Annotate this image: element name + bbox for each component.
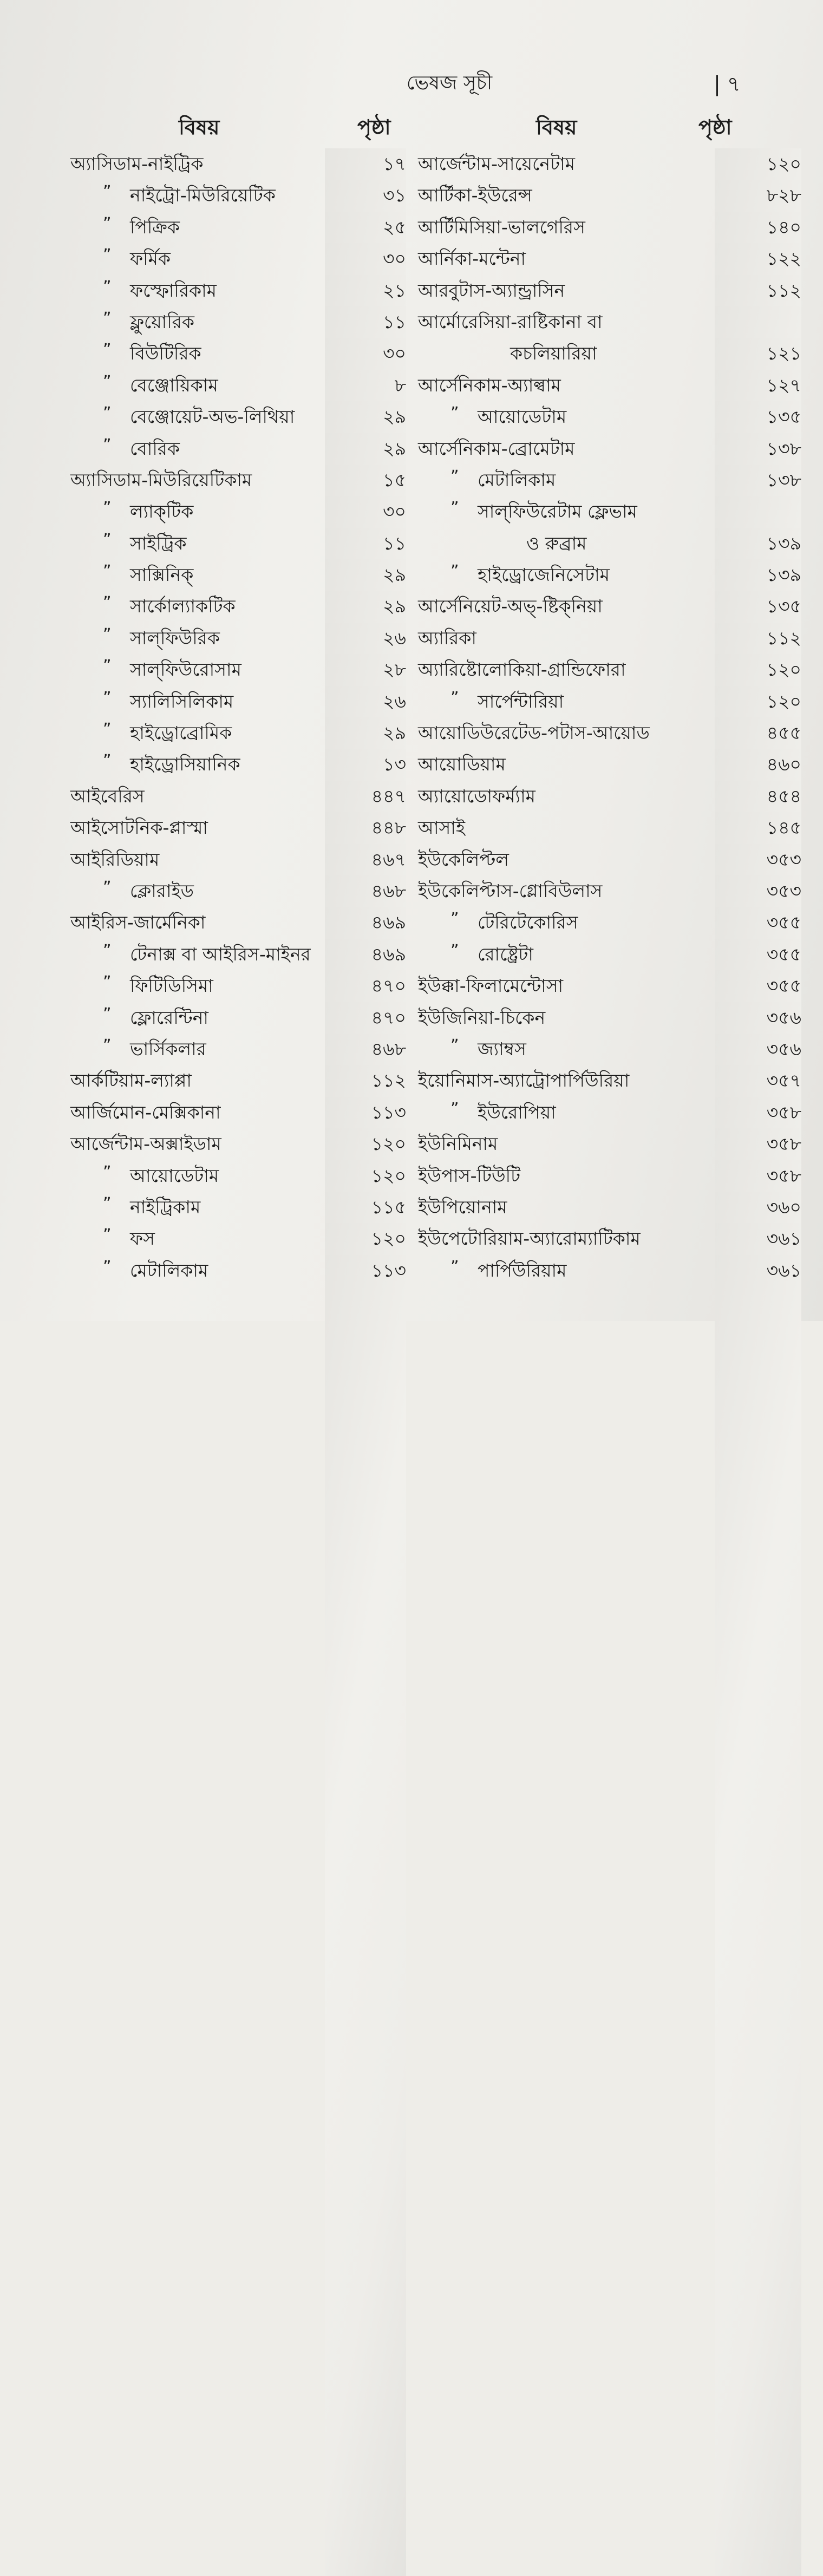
index-row [412,465,823,496]
index-topic: অ্যারিষ্টোলোকিয়া-গ্রান্ডিফোরা [418,659,626,681]
index-topic: অ্যারিকা [418,627,476,649]
index-page-number: ১৩৫ [715,401,801,1722]
index-page-number: ২৯ [325,717,406,2038]
index-row [412,370,823,401]
index-row [412,528,823,559]
index-topic: সার্পেন্টারিয়া [478,690,564,712]
index-row [0,275,412,306]
index-row [0,148,412,180]
index-topic: আইরিডিয়াম [70,848,160,870]
ditto-mark: ” [103,1226,112,1245]
index-row [412,686,823,717]
index-row [412,275,823,306]
ditto-mark: ” [103,720,112,740]
index-page-number: ৪৭০ [325,970,406,2291]
ditto-mark: ” [103,657,112,676]
index-page-number: ৩৫৮ [715,1097,801,2418]
index-page-number: ৩৫৩ [715,875,801,2196]
index-page-number: ৩৬০ [715,1192,801,2513]
index-page-number: ৪৫৪ [715,781,801,2102]
ditto-mark: ” [450,467,459,486]
index-row [412,1223,823,1254]
ditto-mark: ” [103,1257,112,1277]
index-page-number: ৪৫৫ [715,717,801,2038]
index-page-number: ১২০ [715,654,801,1975]
index-page-number: ৩৫৮ [715,1160,801,2481]
page-number: | ৭ [714,72,741,96]
index-row [412,1160,823,1192]
index-row [0,1192,412,1223]
index-row [412,844,823,875]
ditto-mark: ” [103,246,112,265]
index-page-number: ১১২ [325,1065,406,2386]
index-page-number: ২৯ [325,401,406,1722]
index-topic: আর্জেন্টাম-অক্সাইডাম [70,1133,221,1155]
index-topic: হাইড্রোজেনিসেটাম [478,564,610,586]
index-page-number: ৩৫৬ [715,1002,801,2323]
index-row [412,148,823,180]
index-row [0,844,412,875]
index-topic: ইউকেলিপ্টাস-গ্লোবিউলাস [418,880,603,901]
ditto-mark: ” [450,688,459,708]
index-topic: ইউরোপিয়া [478,1101,556,1123]
index-row [0,180,412,211]
ditto-mark: ” [103,499,112,518]
index-topic: সাইট্রিক [130,532,187,554]
index-topic: ল্যাক্‌টিক [130,501,194,522]
index-page-number: ৩৫৫ [715,939,801,2260]
index-page-number: ১১৫ [325,1192,406,2513]
index-topic: ভার্সিকলার [130,1038,206,1060]
index-topic: আসাই [418,817,466,839]
index-page-number: ৪৭০ [325,1002,406,2323]
index-page-number: ৩৫৬ [715,1034,801,2355]
index-row [0,686,412,717]
index-topic: নাইট্রিকাম [130,1196,201,1218]
index-topic: ফস্ফোরিকাম [130,279,217,301]
ditto-mark: ” [103,372,112,391]
index-row [412,1034,823,1065]
index-row [412,338,823,369]
index-page-number: ১১ [325,528,406,1849]
index-topic: আর্কটিয়াম-ল্যাপ্পা [70,1070,192,1091]
index-page-number: ১২১ [715,338,801,1659]
index-topic: সাক্সিনিক্ [130,564,194,586]
index-page-number: ১২০ [325,1223,406,2544]
index-topic: সার্কোল্যাকটিক [130,596,236,617]
index-topic: পার্পিউরিয়াম [478,1259,567,1281]
index-topic: জ্যাম্বস [478,1038,526,1060]
index-row [412,433,823,465]
index-topic: আয়োডিয়াম [418,754,506,775]
index-row [0,465,412,496]
index-row [412,623,823,654]
index-row [0,1223,412,1254]
index-page-number: ১২০ [715,148,801,1469]
index-topic: হাইড্রোসিয়ানিক [130,754,240,775]
index-page-number: ৩০ [325,496,406,1817]
index-topic: আইসোটনিক-প্লাস্মা [70,817,208,839]
index-topic: ইউপিয়োনাম [418,1196,507,1218]
ditto-mark: ” [103,404,112,423]
index-topic: আইবেরিস [70,785,145,807]
ditto-mark: ” [450,1099,459,1119]
index-row [0,717,412,749]
index-row [0,1128,412,1160]
index-page-number: ৪৬৯ [325,939,406,2260]
index-row [0,528,412,559]
index-row [412,306,823,338]
index-row [412,717,823,749]
index-topic: সাল্‌ফিউরোসাম [130,659,241,681]
index-row [0,1002,412,1034]
index-topic: আর্জেন্টাম-সায়েনেটাম [418,153,575,174]
index-page-number: ৩০ [325,243,406,1564]
index-page-number: ৩৫৫ [715,907,801,2228]
index-topic: বেঞ্জোয়েট-অভ-লিথিয়া [130,406,295,428]
index-row [412,1192,823,1223]
ditto-mark: ” [450,1036,459,1055]
ditto-mark: ” [103,1004,112,1024]
index-row [412,212,823,243]
ditto-mark: ” [103,1162,112,1182]
ditto-mark: ” [450,910,459,929]
right-page-heading: পৃষ্ঠা [698,115,732,139]
index-topic: আর্টিমিসিয়া-ভালগেরিস [418,216,585,238]
index-topic: আয়োডেটাম [130,1165,219,1186]
index-row [412,1097,823,1128]
index-row [0,1160,412,1192]
index-page-number: ১৩৫ [715,591,801,1912]
index-row [412,939,823,970]
index-row [412,907,823,938]
index-page-number: ১১৩ [325,1097,406,2418]
ditto-mark: ” [103,435,112,455]
ditto-mark: ” [450,941,459,960]
index-page-number: ৩৫৫ [715,970,801,2291]
index-row [412,749,823,780]
index-topic: ও রুব্রাম [526,532,587,554]
index-row [0,781,412,812]
index-page-number: ২৫ [325,212,406,1533]
index-page-number: ৪৬৮ [325,1034,406,2355]
index-topic: আর্জিমোন-মেক্সিকানা [70,1101,221,1123]
index-row [0,654,412,685]
right-topic-heading: বিষয় [536,115,577,139]
ditto-mark: ” [103,973,112,992]
index-topic: আর্নিকা-মন্টেনা [418,248,526,270]
ditto-mark: ” [103,941,112,960]
index-page-number: ৮ [325,370,406,1691]
index-topic: টেনাক্স বা আইরিস-মাইনর [130,943,311,965]
ditto-mark: ” [450,1257,459,1277]
ditto-mark: ” [103,751,112,771]
index-page-number: ১৭ [325,148,406,1469]
index-row [0,970,412,1002]
index-row [0,623,412,654]
index-row [412,654,823,685]
index-topic: টেরিটেকোরিস [478,912,578,933]
index-topic: ফর্মিক [130,248,171,270]
index-topic: আরবুটাস-অ্যান্ড্রাসিন [418,279,565,301]
page-header [0,68,823,101]
index-page-number: ১২২ [715,243,801,1564]
index-row [0,749,412,780]
ditto-mark: ” [103,277,112,297]
index-row [0,212,412,243]
index-page-number: ৩৫৭ [715,1065,801,2386]
index-page-number: ১১২ [715,275,801,1596]
index-page-number: ৪৬৭ [325,844,406,2165]
index-topic: বিউটিরিক [130,343,201,364]
index-page-number: ৪৬০ [715,749,801,2070]
left-topic-heading: বিষয় [179,115,220,139]
index-row [412,812,823,844]
index-page-number: ১৪০ [715,212,801,1533]
index-topic: কচলিয়ারিয়া [510,343,597,364]
ditto-mark: ” [103,625,112,644]
running-title: ভেষজ সূচী [406,72,493,94]
index-row [412,875,823,907]
index-topic: পিক্রিক [130,216,180,238]
index-page-number: ৩৬১ [715,1255,801,2576]
ditto-mark: ” [103,309,112,328]
index-topic: মেটালিকাম [478,469,556,491]
index-row [412,496,823,527]
index-page-number: ২৯ [325,559,406,1880]
index-row [412,1065,823,1096]
index-row [412,970,823,1002]
index-topic: অ্যাসিডাম-নাইট্রিক [70,153,204,174]
ditto-mark: ” [103,688,112,708]
index-topic: আর্সেনিকাম-ব্রোমেটাম [418,437,575,459]
index-page-number: ৪৪৭ [325,781,406,2102]
index-row [412,1002,823,1034]
index-topic: স্যালিসিলিকাম [130,690,234,712]
index-page-number: ১৩ [325,749,406,2070]
index-topic: আইরিস-জার্মেনিকা [70,912,206,933]
index-page-number: ৩৬১ [715,1223,801,2544]
index-row [0,939,412,970]
index-topic: বোরিক [130,437,180,459]
index-topic: আয়োডিউরেটেড-পটাস-আয়োড [418,722,650,744]
index-row [0,496,412,527]
index-topic: ফ্লোরেন্টিনা [130,1006,209,1028]
index-topic: আর্সেনিয়েট-অভ্-ষ্টিক্‌নিয়া [418,596,603,617]
ditto-mark: ” [103,593,112,613]
index-page-number: ১৪৫ [715,812,801,2133]
right-index-column [412,148,823,1286]
index-topic: ফিটিডিসিমা [130,975,213,997]
left-index-column [0,148,412,1286]
index-row [412,1255,823,1286]
index-topic: ফস [130,1228,155,1250]
index-row [0,1097,412,1128]
ditto-mark: ” [103,341,112,360]
index-topic: ইউপেটোরিয়াম-অ্যারোম্যাটিকাম [418,1228,641,1250]
index-page-number: ১২০ [325,1128,406,2449]
index-row [0,907,412,938]
index-page-number: ২৯ [325,591,406,1912]
index-row [0,433,412,465]
index-row [0,306,412,338]
index-topic: ইউকেলিপ্টল [418,848,509,870]
index-row [0,812,412,844]
index-page-number: ২৯ [325,433,406,1754]
index-topic: ক্লোরাইড [130,880,194,901]
index-topic: ইউক্কা-ফিলামেন্টোসা [418,975,564,997]
index-row [0,370,412,401]
index-page-number: ২১ [325,275,406,1596]
ditto-mark: ” [103,562,112,581]
index-topic: আয়োডেটাম [478,406,567,428]
ditto-mark: ” [103,878,112,897]
index-page-number: ২৬ [325,686,406,2007]
index-page-number: ১৩৮ [715,465,801,1786]
index-row [412,401,823,433]
ditto-mark: ” [103,1194,112,1213]
ditto-mark: ” [103,214,112,233]
index-row [412,781,823,812]
index-row [0,875,412,907]
index-topic: হাইড্রোব্রোমিক [130,722,232,744]
index-row [0,401,412,433]
index-page-number: ১৩৯ [715,559,801,1880]
ditto-mark: ” [450,404,459,423]
index-page-number: ৩০ [325,338,406,1659]
index-topic: অ্যায়োডোফর্ম্যাম [418,785,536,807]
index-page-number: ১৫ [325,465,406,1786]
index-page-number: ১২৭ [715,370,801,1691]
index-topic: আর্টিকা-ইউরেন্স [418,185,532,206]
index-row [412,559,823,591]
index-row [412,591,823,622]
index-page-number: ৪৬৯ [325,907,406,2228]
index-page-number: ৪৬৮ [325,875,406,2196]
index-row [0,1034,412,1065]
ditto-mark: ” [450,562,459,581]
index-topic: মেটালিকাম [130,1259,208,1281]
index-row [0,1065,412,1096]
index-topic: আর্মোরেসিয়া-রাষ্টিকানা বা [418,311,603,332]
index-row [412,243,823,274]
index-topic: ইউজিনিয়া-চিকেন [418,1006,546,1028]
index-page-number: ৩১ [325,180,406,1501]
index-page-number: ২৬ [325,623,406,1944]
index-page-number: ৩৫৩ [715,844,801,2165]
index-row [0,338,412,369]
ditto-mark: ” [103,182,112,202]
ditto-mark: ” [103,1036,112,1055]
index-page-number: ১১ [325,306,406,1627]
index-row [0,559,412,591]
index-page-number: ১১৩ [325,1255,406,2576]
index-topic: রোষ্ট্রেটা [478,943,533,965]
index-page-number: ১৩৯ [715,528,801,1849]
index-page-number: ৮২৮ [715,180,801,1501]
index-page-number: ১২০ [325,1160,406,2481]
ditto-mark: ” [450,499,459,518]
index-row [0,591,412,622]
index-row [412,180,823,211]
ditto-mark: ” [103,530,112,550]
index-page-number: ২৮ [325,654,406,1975]
index-row [412,1128,823,1160]
index-page-number: ১২০ [715,686,801,2007]
index-page-number: ৪৪৮ [325,812,406,2133]
index-topic: ইউনিমিনাম [418,1133,498,1155]
index-row [0,1255,412,1286]
index-page-number: ১১২ [715,623,801,1944]
index-topic: ইউপাস-টিউটি [418,1165,521,1186]
index-topic: অ্যাসিডাম-মিউরিয়েটিকাম [70,469,252,491]
index-topic: নাইট্রো-মিউরিয়েটিক [130,185,276,206]
index-topic: সাল্‌ফিউরিক [130,627,220,649]
index-page-number: ১৩৮ [715,433,801,1754]
index-topic: ইয়োনিমাস-অ্যাট্রোপার্পিউরিয়া [418,1070,630,1091]
index-topic: আর্সেনিকাম-অ্যাল্বাম [418,374,561,396]
index-topic: সাল্‌ফিউরেটাম ফ্লেভাম [478,501,637,522]
index-topic: ফ্লুয়োরিক [130,311,194,332]
index-topic: বেঞ্জোয়িকাম [130,374,218,396]
index-page-number: ৩৫৮ [715,1128,801,2449]
index-row [0,243,412,274]
left-page-heading: পৃষ্ঠা [357,115,391,139]
